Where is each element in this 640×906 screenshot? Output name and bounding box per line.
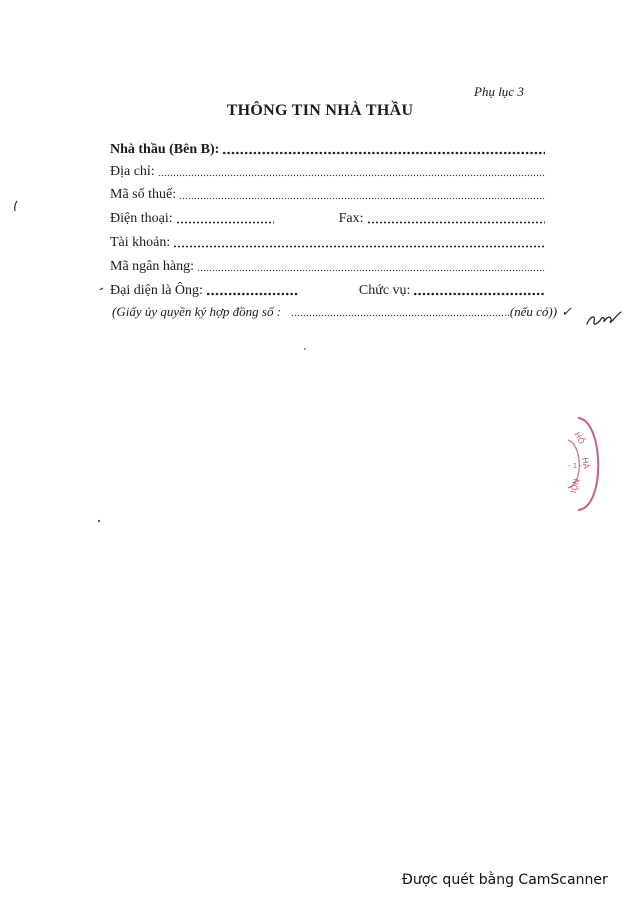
position-label: Chức vụ: — [358, 283, 411, 298]
tax-code-label: Mã số thuế: — [110, 187, 177, 202]
document-title: THÔNG TIN NHÀ THẦU — [226, 102, 414, 119]
account-dots — [173, 245, 545, 248]
account-label: Tài khoản: — [110, 235, 171, 250]
phone-dots — [176, 221, 274, 224]
phone-fax-row — [110, 209, 546, 227]
svg-text:HÀ: HÀ — [580, 456, 591, 470]
red-stamp-seal-icon — [548, 414, 640, 514]
address-label: Địa chỉ: — [110, 164, 155, 179]
address-dots — [158, 174, 545, 177]
margin-mark-icon — [12, 200, 20, 212]
svg-text:HỒ: HỒ — [572, 430, 587, 446]
authorization-row — [112, 302, 572, 320]
tax-code-dots — [179, 197, 545, 200]
representative-row — [110, 281, 546, 299]
appendix-label: Phụ lục 3 — [474, 84, 524, 99]
svg-text:NỘI: NỘI — [568, 477, 581, 494]
bank-code-row — [110, 257, 546, 275]
contractor-label: Nhà thầu (Bên B): — [110, 142, 220, 157]
authorization-suffix: (nếu có)) — [509, 304, 558, 319]
fax-label: Fax: — [338, 211, 364, 226]
bank-code-label: Mã ngân hàng: — [110, 259, 194, 274]
speck-mark-icon — [96, 518, 102, 524]
handwritten-initials-icon — [584, 304, 624, 330]
fax-dots — [367, 221, 546, 224]
contractor-row — [110, 140, 546, 158]
account-row — [110, 233, 546, 251]
address-row — [110, 162, 546, 180]
scanner-watermark: Được quét bằng CamScanner — [402, 872, 608, 888]
authorization-dots — [291, 314, 509, 317]
representative-label: Đại diện là Ông: — [110, 283, 203, 298]
tax-code-row — [110, 185, 546, 203]
speck-mark-icon-2 — [302, 346, 308, 352]
bank-code-dots — [197, 269, 545, 272]
phone-label: Điện thoại: — [110, 211, 173, 226]
representative-dots — [206, 292, 298, 296]
contractor-dots — [222, 151, 545, 155]
check-mark-icon: ✓ — [561, 304, 572, 319]
authorization-label: (Giấy ủy quyền ký hợp đồng số : — [112, 304, 282, 319]
position-dots — [413, 292, 545, 296]
svg-text:- 1 -: - 1 - — [568, 462, 582, 470]
bullet-mark-icon — [98, 285, 106, 293]
